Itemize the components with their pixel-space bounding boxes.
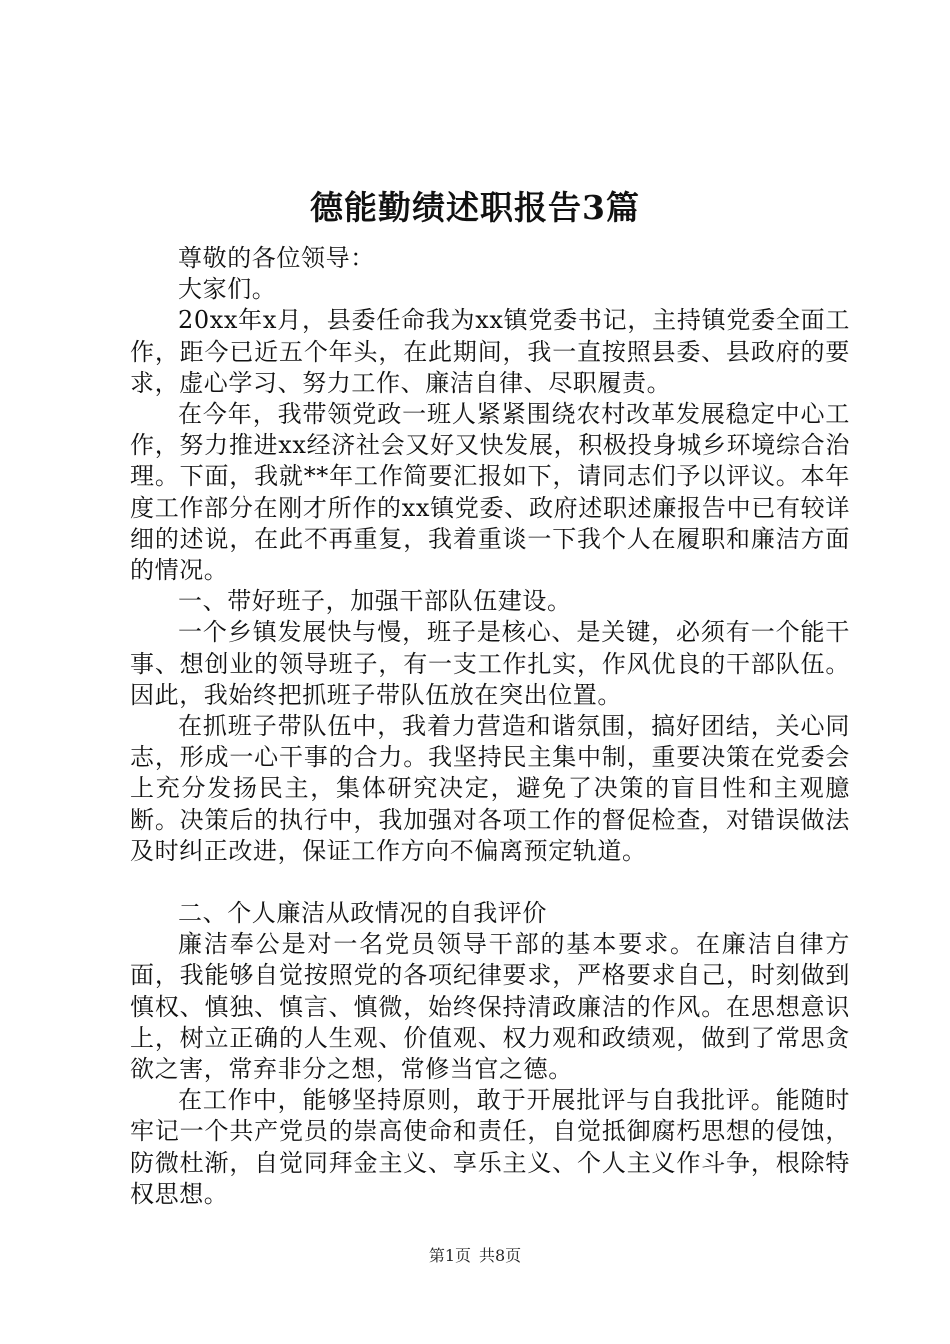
document-body <box>130 243 850 1210</box>
body-paragraph: 廉洁奉公是对一名党员领导干部的基本要求。在廉洁自律方面，我能够自觉按照党的各项纪律要求，严格要求自己，时刻做到慎权、慎独、慎言、慎微，始终保持清政廉洁的作风。在思想意识上，树立正确的人生观、价值观、权力观和政绩观，做到了常思贪欲之害，常弃非分之想，常修当官之德。 <box>130 930 850 1084</box>
page-number: 第1页 <box>428 1246 471 1265</box>
body-paragraph: 20xx年x月，县委任命我为xx镇党委书记，主持镇党委全面工作，距今已近五个年头，在此期间，我一直按照县委、县政府的要求，虚心学习、努力工作、廉洁自律、尽职履责。 <box>130 306 850 397</box>
salutation-paragraph: 尊敬的各位领导： <box>178 244 375 272</box>
section-heading: 一、带好班子，加强干部队伍建设。 <box>178 587 572 616</box>
body-paragraph: 一个乡镇发展快与慢，班子是核心、是关键，必须有一个能干事、想创业的领导班子，有一支工作扎实，作风优良的干部队伍。因此，我始终把抓班子带队伍放在突出位置。 <box>130 618 850 709</box>
page-footer <box>0 1245 950 1267</box>
document-title: 德能勤绩述职报告3篇 <box>310 188 640 227</box>
greeting-paragraph: 大家们。 <box>178 275 277 304</box>
page-total: 共8页 <box>479 1246 522 1265</box>
body-paragraph: 在今年，我带领党政一班人紧紧围绕农村改革发展稳定中心工作，努力推进xx经济社会又好又快发展，积极投身城乡环境综合治理。下面，我就**年工作简要汇报如下，请同志们予以评议。本年度工作部分在刚才所作的xx镇党委、政府述职述廉报告中已有较详细的述说，在此不再重复，我着重谈一下我个人在履职和廉洁方面的情况。 <box>130 400 850 585</box>
section-heading: 二、个人廉洁从政情况的自我评价 <box>178 899 547 928</box>
body-paragraph: 在抓班子带队伍中，我着力营造和谐氛围，搞好团结，关心同志，形成一心干事的合力。我坚持民主集中制，重要决策在党委会上充分发扬民主，集体研究决定，避免了决策的盲目性和主观臆断。决策后的执行中，我加强对各项工作的督促检查，对错误做法及时纠正改进，保证工作方向不偏离预定轨道。 <box>130 712 850 865</box>
body-paragraph: 在工作中，能够坚持原则，敢于开展批评与自我批评。能随时牢记一个共产党员的崇高使命和责任，自觉抵御腐朽思想的侵蚀，防微杜渐，自觉同拜金主义、享乐主义、个人主义作斗争，根除特权思想。 <box>130 1086 850 1208</box>
